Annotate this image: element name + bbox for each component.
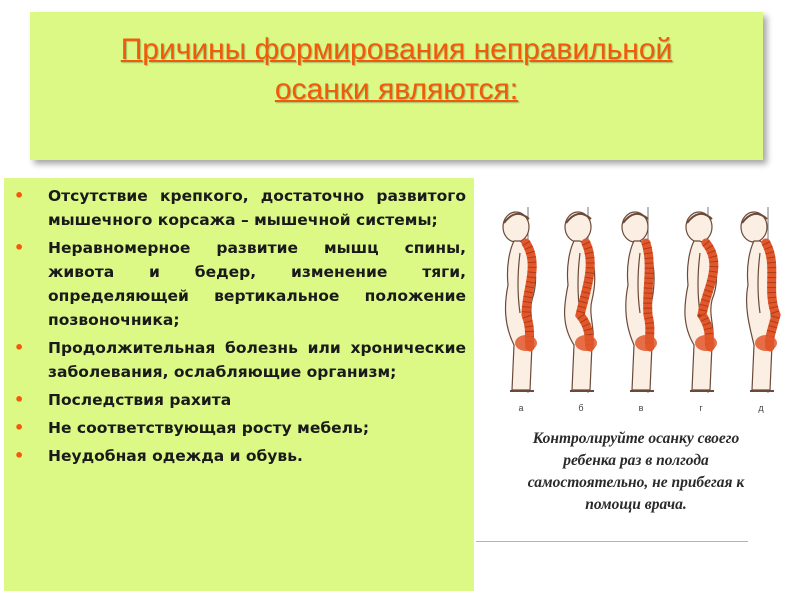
bullet-icon: •	[14, 446, 25, 465]
figure-label: г	[699, 403, 703, 413]
list-item	[14, 444, 466, 468]
pelvis-shape	[575, 335, 597, 351]
list-item	[14, 236, 466, 332]
pelvis-shape	[755, 335, 777, 351]
reasons-list	[4, 178, 474, 468]
pelvis-shape	[515, 335, 537, 351]
title-line-1: Причины формирования неправильной	[120, 33, 673, 66]
reason-text: Не соответствующая росту мебель;	[48, 419, 370, 437]
bullet-icon: •	[14, 418, 25, 437]
list-item	[14, 184, 466, 232]
reason-text: Последствия рахита	[48, 391, 232, 409]
caption-line: помощи врача.	[585, 496, 687, 513]
bullet-icon: •	[14, 390, 25, 409]
list-item	[14, 416, 466, 440]
list-item	[14, 388, 466, 412]
child-figure	[503, 207, 537, 413]
bullet-icon: •	[14, 238, 25, 257]
reason-text: Неравномерное развитие мышц спины, живота и бедер, изменение тяги, определяющей вертикальное положение позвоночника;	[48, 239, 466, 329]
slide-title	[30, 30, 763, 110]
reason-text: Отсутствие крепкого, достаточно развитого мышечного корсажа – мышечной системы;	[48, 187, 466, 229]
child-figure	[685, 207, 717, 413]
caption-line: Контролируйте осанку своего	[532, 430, 740, 447]
list-item	[14, 336, 466, 384]
reason-text: Неудобная одежда и обувь.	[48, 447, 303, 465]
reason-text: Продолжительная болезнь или хронические заболевания, ослабляющие организм;	[48, 339, 466, 381]
bullet-icon: •	[14, 186, 25, 205]
divider	[476, 541, 748, 542]
child-figure	[741, 207, 777, 413]
figure-label: б	[578, 403, 584, 413]
figure-label: а	[518, 403, 524, 413]
caption-line: самостоятельно, не прибегая к	[527, 474, 745, 491]
title-line-2: осанки являются:	[274, 73, 519, 106]
caption-line: ребенка раз в полгода	[563, 452, 709, 469]
reasons-panel	[4, 178, 474, 591]
child-figure	[622, 207, 657, 413]
figure-label: д	[758, 403, 764, 413]
pelvis-shape	[695, 335, 717, 351]
pelvis-shape	[635, 335, 657, 351]
bullet-icon: •	[14, 338, 25, 357]
advice-caption	[486, 428, 786, 516]
figure-label: в	[638, 403, 644, 413]
title-panel	[30, 12, 763, 160]
child-figure	[565, 207, 597, 413]
posture-illustration	[486, 205, 791, 425]
